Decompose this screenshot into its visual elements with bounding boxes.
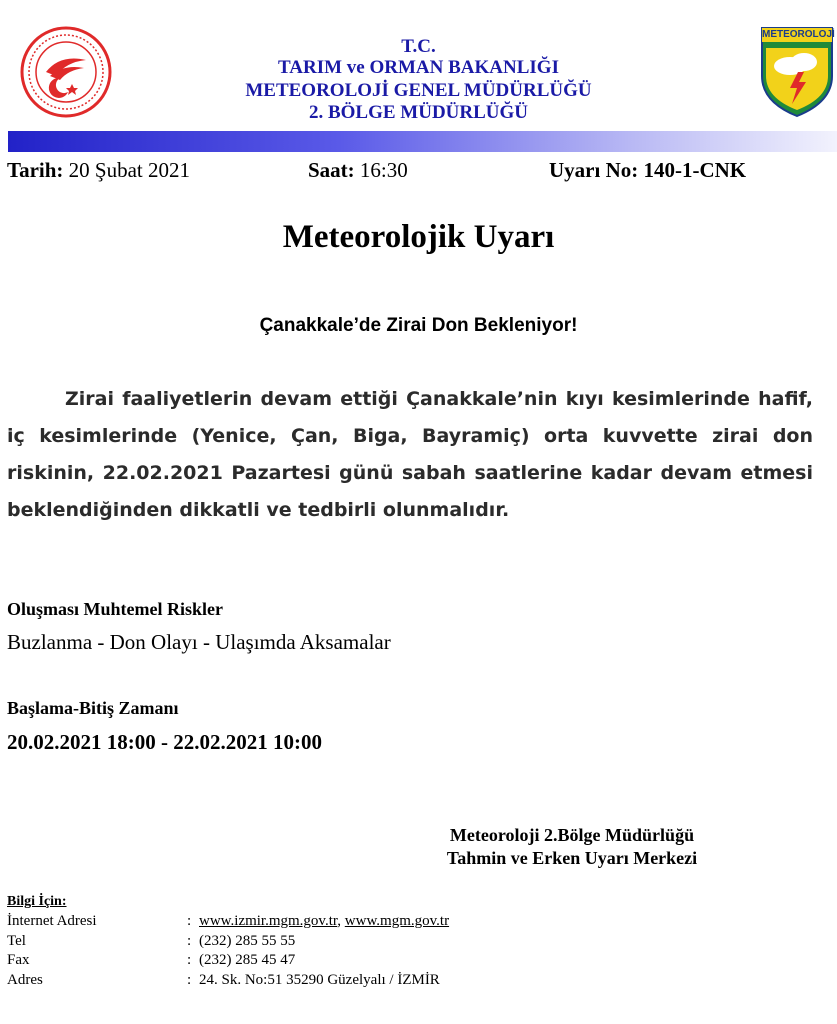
page-subtitle: Çanakkale’de Zirai Don Bekleniyor! [259,315,578,336]
tel-label: Tel [7,933,26,949]
web-separator: : [187,913,192,929]
header-tc: T.C. [401,36,436,57]
fax-separator: : [187,952,192,968]
time-value: 16:30 [359,158,408,182]
period-value: 20.02.2021 18:00 - 22.02.2021 10:00 [7,730,322,754]
date-label: Tarih: [7,158,64,182]
time-label: Saat: [308,158,355,182]
tel-value: (232) 285 55 55 [199,933,296,949]
info-heading: Bilgi İçin: [7,894,67,909]
address-separator: : [187,972,192,988]
period-heading: Başlama-Bitiş Zamanı [7,698,179,718]
warning-number: Uyarı No: 140-1-CNK [549,158,747,182]
web-link-izmir[interactable]: www.izmir.mgm.gov.tr [199,913,338,929]
info-row-web [7,912,827,931]
signature-office: Meteoroloji 2.Bölge Müdürlüğü [449,825,695,845]
address-value: 24. Sk. No:51 35290 Güzelyalı / İZMİR [199,972,440,988]
header-gradient-bar [8,131,837,152]
fax-label: Fax [7,952,30,968]
address-label: Adres [7,972,43,988]
fax-value: (232) 285 45 47 [199,952,296,968]
tel-separator: : [187,933,192,949]
info-row-tel [7,932,827,951]
info-row-address [7,971,827,990]
web-comma: , [337,913,342,929]
warning-body: Zirai faaliyetlerin devam ettiği Çanakkale’nin kıyı kesimlerinde hafif, iç kesimlerinde (Yenice, Çan, Biga, Bayramiç) orta kuvvette zirai don riskinin, 22.02.2021 Pazartesi günü sabah saatlerine kadar devam etmesi beklendiğinden dikkatli ve tedbirli olunmalıdır. [7,388,813,521]
header-directorate: METEOROLOJİ GENEL MÜDÜRLÜĞÜ [245,80,592,101]
risks-value: Buzlanma - Don Olayı - Ulaşımda Aksamalar [7,630,391,654]
page-title: Meteorolojik Uyarı [282,219,555,255]
signature-center: Tahmin ve Erken Uyarı Merkezi [446,848,698,868]
header-ministry: TARIM ve ORMAN BAKANLIĞI [278,57,559,78]
logo-right-text: METEOROLOJİ [762,29,835,40]
web-link-mgm[interactable]: www.mgm.gov.tr [344,913,450,929]
header-region: 2. BÖLGE MÜDÜRLÜĞÜ [308,102,529,123]
web-label: İnternet Adresi [7,913,97,929]
meta-time [308,157,408,183]
date-value: 20 Şubat 2021 [68,158,191,182]
meta-date [7,157,190,183]
risks-heading: Oluşması Muhtemel Riskler [7,599,223,619]
info-row-fax [7,951,827,970]
